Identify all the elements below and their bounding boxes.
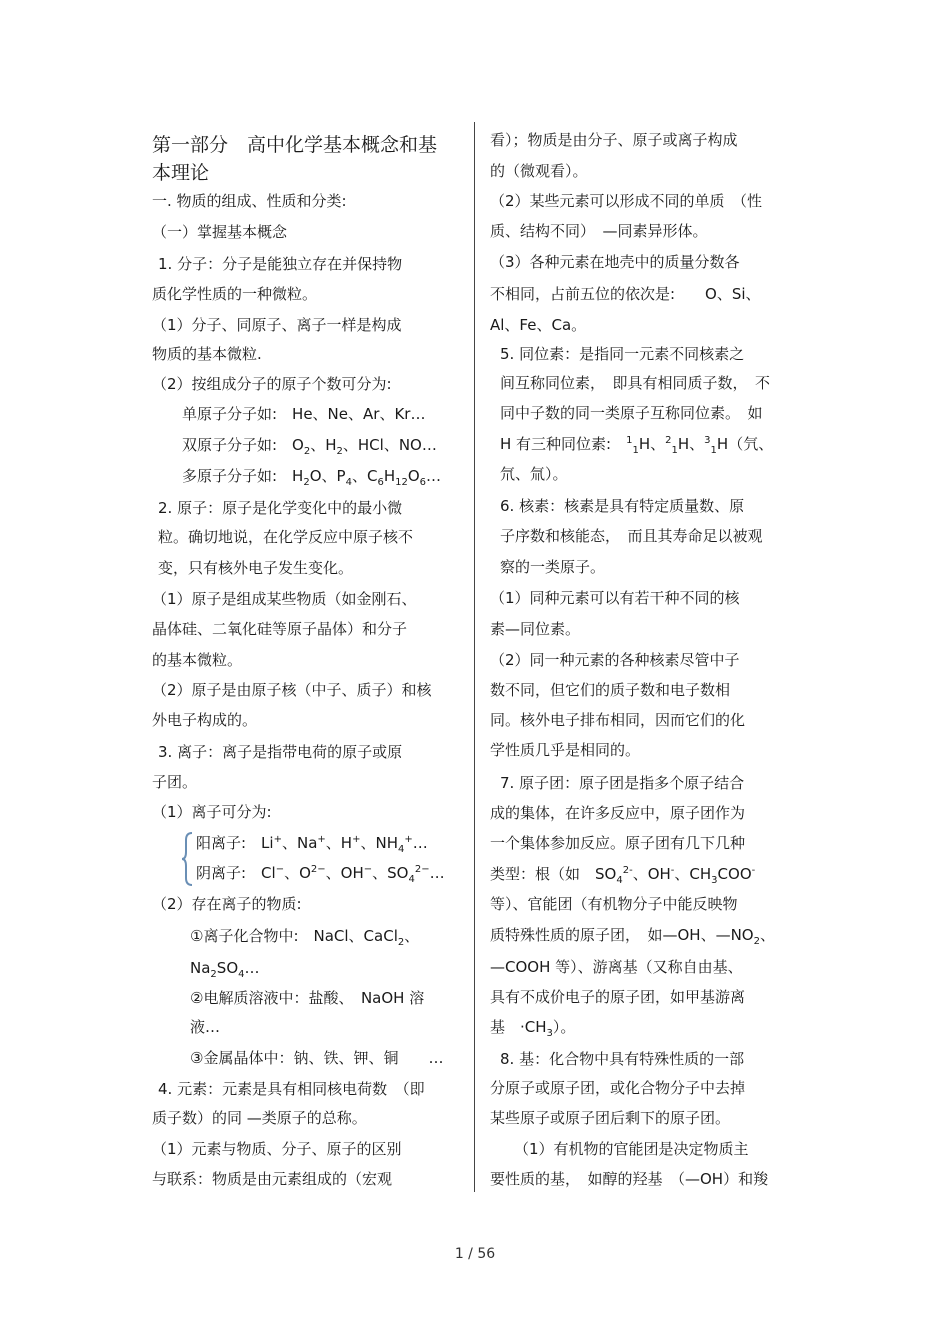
right-text-line: （1）有机物的官能团是决定物质主: [514, 1140, 749, 1158]
right-text-line: —COOH 等）、游离基（又称自由基、: [490, 958, 743, 976]
right-text-line: 同。核外电子排布相同，因而它们的化: [490, 711, 746, 729]
right-text-line: 基 $\cdot CH_3$）。: [490, 1018, 576, 1039]
left-text-line: 单原子分子如: He、Ne、Ar、Kr…: [182, 405, 426, 423]
left-text-line: （2）按组成分子的原子个数可分为:: [152, 375, 392, 393]
right-text-line: 氘、氚）。: [500, 465, 568, 483]
left-text-line: 外电子构成的。: [152, 711, 258, 729]
left-text-line: 质子数）的同 —类原子的总称。: [152, 1109, 367, 1127]
left-text-line: （2）原子是由原子核（中子、质子）和核: [152, 681, 432, 699]
left-text-line: 物质的基本微粒.: [152, 345, 262, 363]
right-text-line: 类型：根（如 $SO_4^{2-}$、OH-、$CH_3COO^-$: [490, 865, 756, 886]
right-text-line: 5. 同位素：是指同一元素不同核素之: [500, 345, 745, 363]
right-text-line: 成的集体，在许多反应中，原子团作为: [490, 804, 746, 822]
left-text-line: ②电解质溶液中：盐酸、 NaOH 溶: [190, 989, 425, 1007]
right-text-line: 的（微观看）。: [490, 162, 588, 180]
left-text-line: 阴离子: Cl−、$O^{2-}$、OH−、$SO_4^{2-}\dots$: [196, 864, 445, 885]
left-text-line: （1）原子是组成某些物质（如金刚石、: [152, 590, 417, 608]
right-text-line: 间互称同位素， 即具有相同质子数， 不: [500, 374, 771, 392]
right-text-line: 8. 基：化合物中具有特殊性质的一部: [500, 1050, 745, 1068]
right-text-line: （3）各种元素在地壳中的质量分数各: [490, 253, 740, 271]
right-text-line: 数不同，但它们的质子数和电子数相: [490, 681, 731, 699]
left-text-line: 双原子分子如: $O_2$、$H_2$、HCl、NO…: [182, 436, 437, 457]
right-text-line: 质、结构不同） —同素异形体。: [490, 222, 708, 240]
right-text-line: 学性质几乎是相同的。: [490, 741, 641, 759]
left-text-line: 粒。确切地说，在化学反应中原子核不: [158, 528, 414, 546]
right-text-line: Al、Fe、Ca。: [490, 316, 587, 334]
right-text-line: 一个集体参加反应。原子团有几下几种: [490, 834, 746, 852]
right-text-line: （1）同种元素可以有若干种不同的核: [490, 589, 740, 607]
left-text-line: $Na_2SO_4\dots$: [190, 959, 260, 980]
left-text-line: 2. 原子：原子是化学变化中的最小微: [158, 499, 403, 517]
curly-brace-icon: [182, 832, 194, 886]
right-text-line: 素—同位素。: [490, 620, 581, 638]
right-text-line: 7. 原子团：原子团是指多个原子结合: [500, 774, 745, 792]
right-text-line: 等）、官能团（有机物分子中能反映物: [490, 895, 738, 913]
left-text-line: 4. 元素：元素是具有相同核电荷数 （即: [158, 1080, 425, 1098]
left-text-line: 与联系：物质是由元素组成的（宏观: [152, 1170, 393, 1188]
page-number: 1 / 56: [454, 1246, 496, 1262]
right-text-line: 6. 核素：核素是具有特定质量数、原: [500, 497, 745, 515]
left-text-line: （1）分子、同原子、离子一样是构成: [152, 316, 402, 334]
section-title-line: 本理论: [152, 162, 210, 184]
left-text-line: ③金属晶体中：钠、铁、钾、铜 …: [190, 1049, 444, 1067]
left-text-line: 子团。: [152, 773, 198, 791]
right-text-line: 要性质的基， 如醇的羟基 （—OH）和羧: [490, 1170, 769, 1188]
left-text-line: 液…: [190, 1018, 221, 1036]
right-text-line: 不相同，占前五位的依次是: O、Si、: [490, 285, 761, 303]
left-text-line: 多原子分子如: $H_2O$、$P_4$、$C_6H_{12}O_6\dots$: [182, 467, 442, 488]
right-text-line: （2）某些元素可以形成不同的单质 （性: [490, 192, 763, 210]
right-text-line: 子序数和核能态， 而且其寿命足以被观: [500, 527, 763, 545]
left-text-line: （一）掌握基本概念: [152, 223, 288, 241]
left-text-line: 一. 物质的组成、性质和分类:: [152, 192, 347, 210]
left-text-line: 变，只有核外电子发生变化。: [158, 559, 354, 577]
left-text-line: （1）离子可分为:: [152, 803, 272, 821]
left-text-line: 晶体硅、二氧化硅等原子晶体）和分子: [152, 620, 408, 638]
left-text-line: （2）存在离子的物质:: [152, 895, 302, 913]
right-text-line: 分原子或原子团，或化合物分子中去掉: [490, 1079, 746, 1097]
left-text-line: 的基本微粒。: [152, 651, 243, 669]
left-text-line: ①离子化合物中: NaCl、CaCl$_2$、: [190, 927, 420, 948]
left-text-line: 1. 分子：分子是能独立存在并保持物: [158, 255, 403, 273]
right-text-line: 看）；物质是由分子、原子或离子构成: [490, 131, 738, 149]
right-text-line: 察的一类原子。: [500, 558, 606, 576]
left-text-line: （1）元素与物质、分子、原子的区别: [152, 1140, 402, 1158]
right-text-line: 具有不成价电子的原子团，如甲基游离: [490, 988, 746, 1006]
left-text-line: 阳离子: Li+、Na+、H+、$NH_4^+\dots$: [196, 834, 428, 855]
right-text-line: 质特殊性质的原子团， 如—OH、$—NO_2$、: [490, 926, 776, 947]
right-text-line: H 有三种同位素: $^1_1$H、$^2_1$H、$^3_1$H（氕、: [500, 435, 774, 456]
left-text-line: 3. 离子：离子是指带电荷的原子或原: [158, 743, 403, 761]
section-title-line: 第一部分 高中化学基本概念和基: [152, 134, 438, 156]
left-text-line: 质化学性质的一种微粒。: [152, 285, 318, 303]
right-text-line: 同中子数的同一类原子互称同位素。 如: [500, 404, 763, 422]
column-divider: [474, 122, 475, 1192]
right-text-line: 某些原子或原子团后剩下的原子团。: [490, 1109, 731, 1127]
right-text-line: （2）同一种元素的各种核素尽管中子: [490, 651, 740, 669]
